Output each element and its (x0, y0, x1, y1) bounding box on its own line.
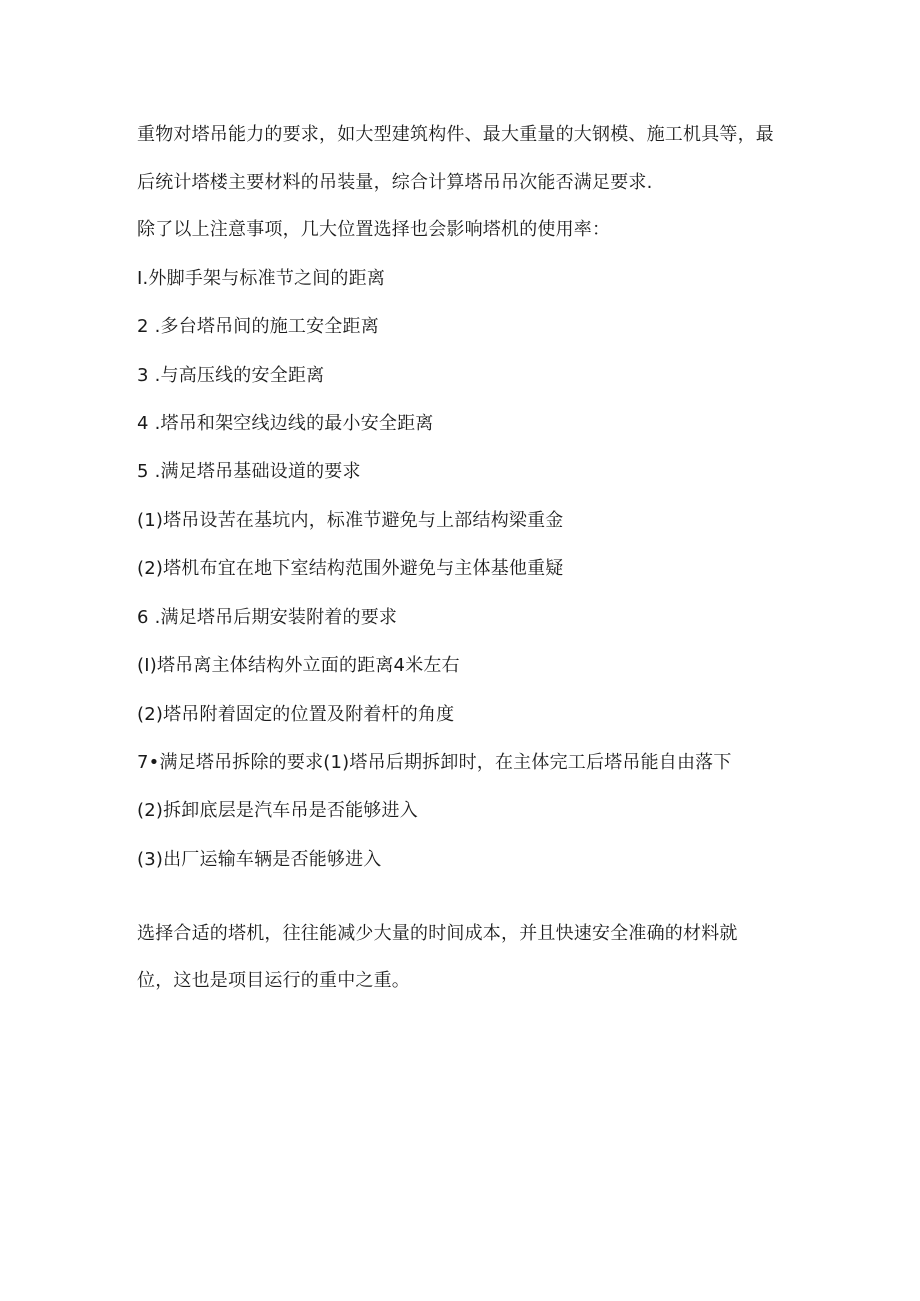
list-item: (3)出厂运输车辆是否能够进入 (137, 849, 382, 870)
list-item: 4 .塔吊和架空线边线的最小安全距离 (137, 413, 434, 434)
intro-text: 除了以上注意事项，几大位置选择也会影响塔机的使用率： (137, 219, 611, 240)
list-item: I.外脚手架与标准节之间的距离 (137, 268, 386, 289)
list-item: (I)塔吊离主体结构外立面的距离4米左右 (137, 655, 460, 676)
conclusion-line: 位，这也是项目运行的重中之重。 (137, 970, 410, 991)
list-item: 5 .满足塔吊基础设道的要求 (137, 461, 361, 482)
list-item: (1)塔吊设苦在基坑内，标准节避免与上部结构梁重金 (137, 510, 564, 531)
list-item: (2)塔机布宜在地下室结构范围外避免与主体基他重疑 (137, 558, 564, 579)
paragraph-line: 后统计塔楼主要材料的吊装量，综合计算塔吊吊次能否满足要求. (137, 172, 653, 193)
conclusion-line: 选择合适的塔机，往往能减少大量的时间成本，并且快速安全准确的材料就 (137, 923, 738, 944)
list-item: (2)拆卸底层是汽车吊是否能够进入 (137, 800, 418, 821)
paragraph-line: 重物对塔吊能力的要求，如大型建筑构件、最大重量的大钢模、施工机具等，最 (137, 124, 774, 145)
list-item: (2)塔吊附着固定的位置及附着杆的角度 (137, 704, 455, 725)
list-item: 2 .多台塔吊间的施工安全距离 (137, 316, 379, 337)
list-item: 6 .满足塔吊后期安装附着的要求 (137, 607, 398, 628)
list-item: 7•满足塔吊拆除的要求(1)塔吊后期拆卸时，在主体完工后塔吊能自由落下 (137, 752, 732, 773)
list-item: 3 .与高压线的安全距离 (137, 365, 325, 386)
